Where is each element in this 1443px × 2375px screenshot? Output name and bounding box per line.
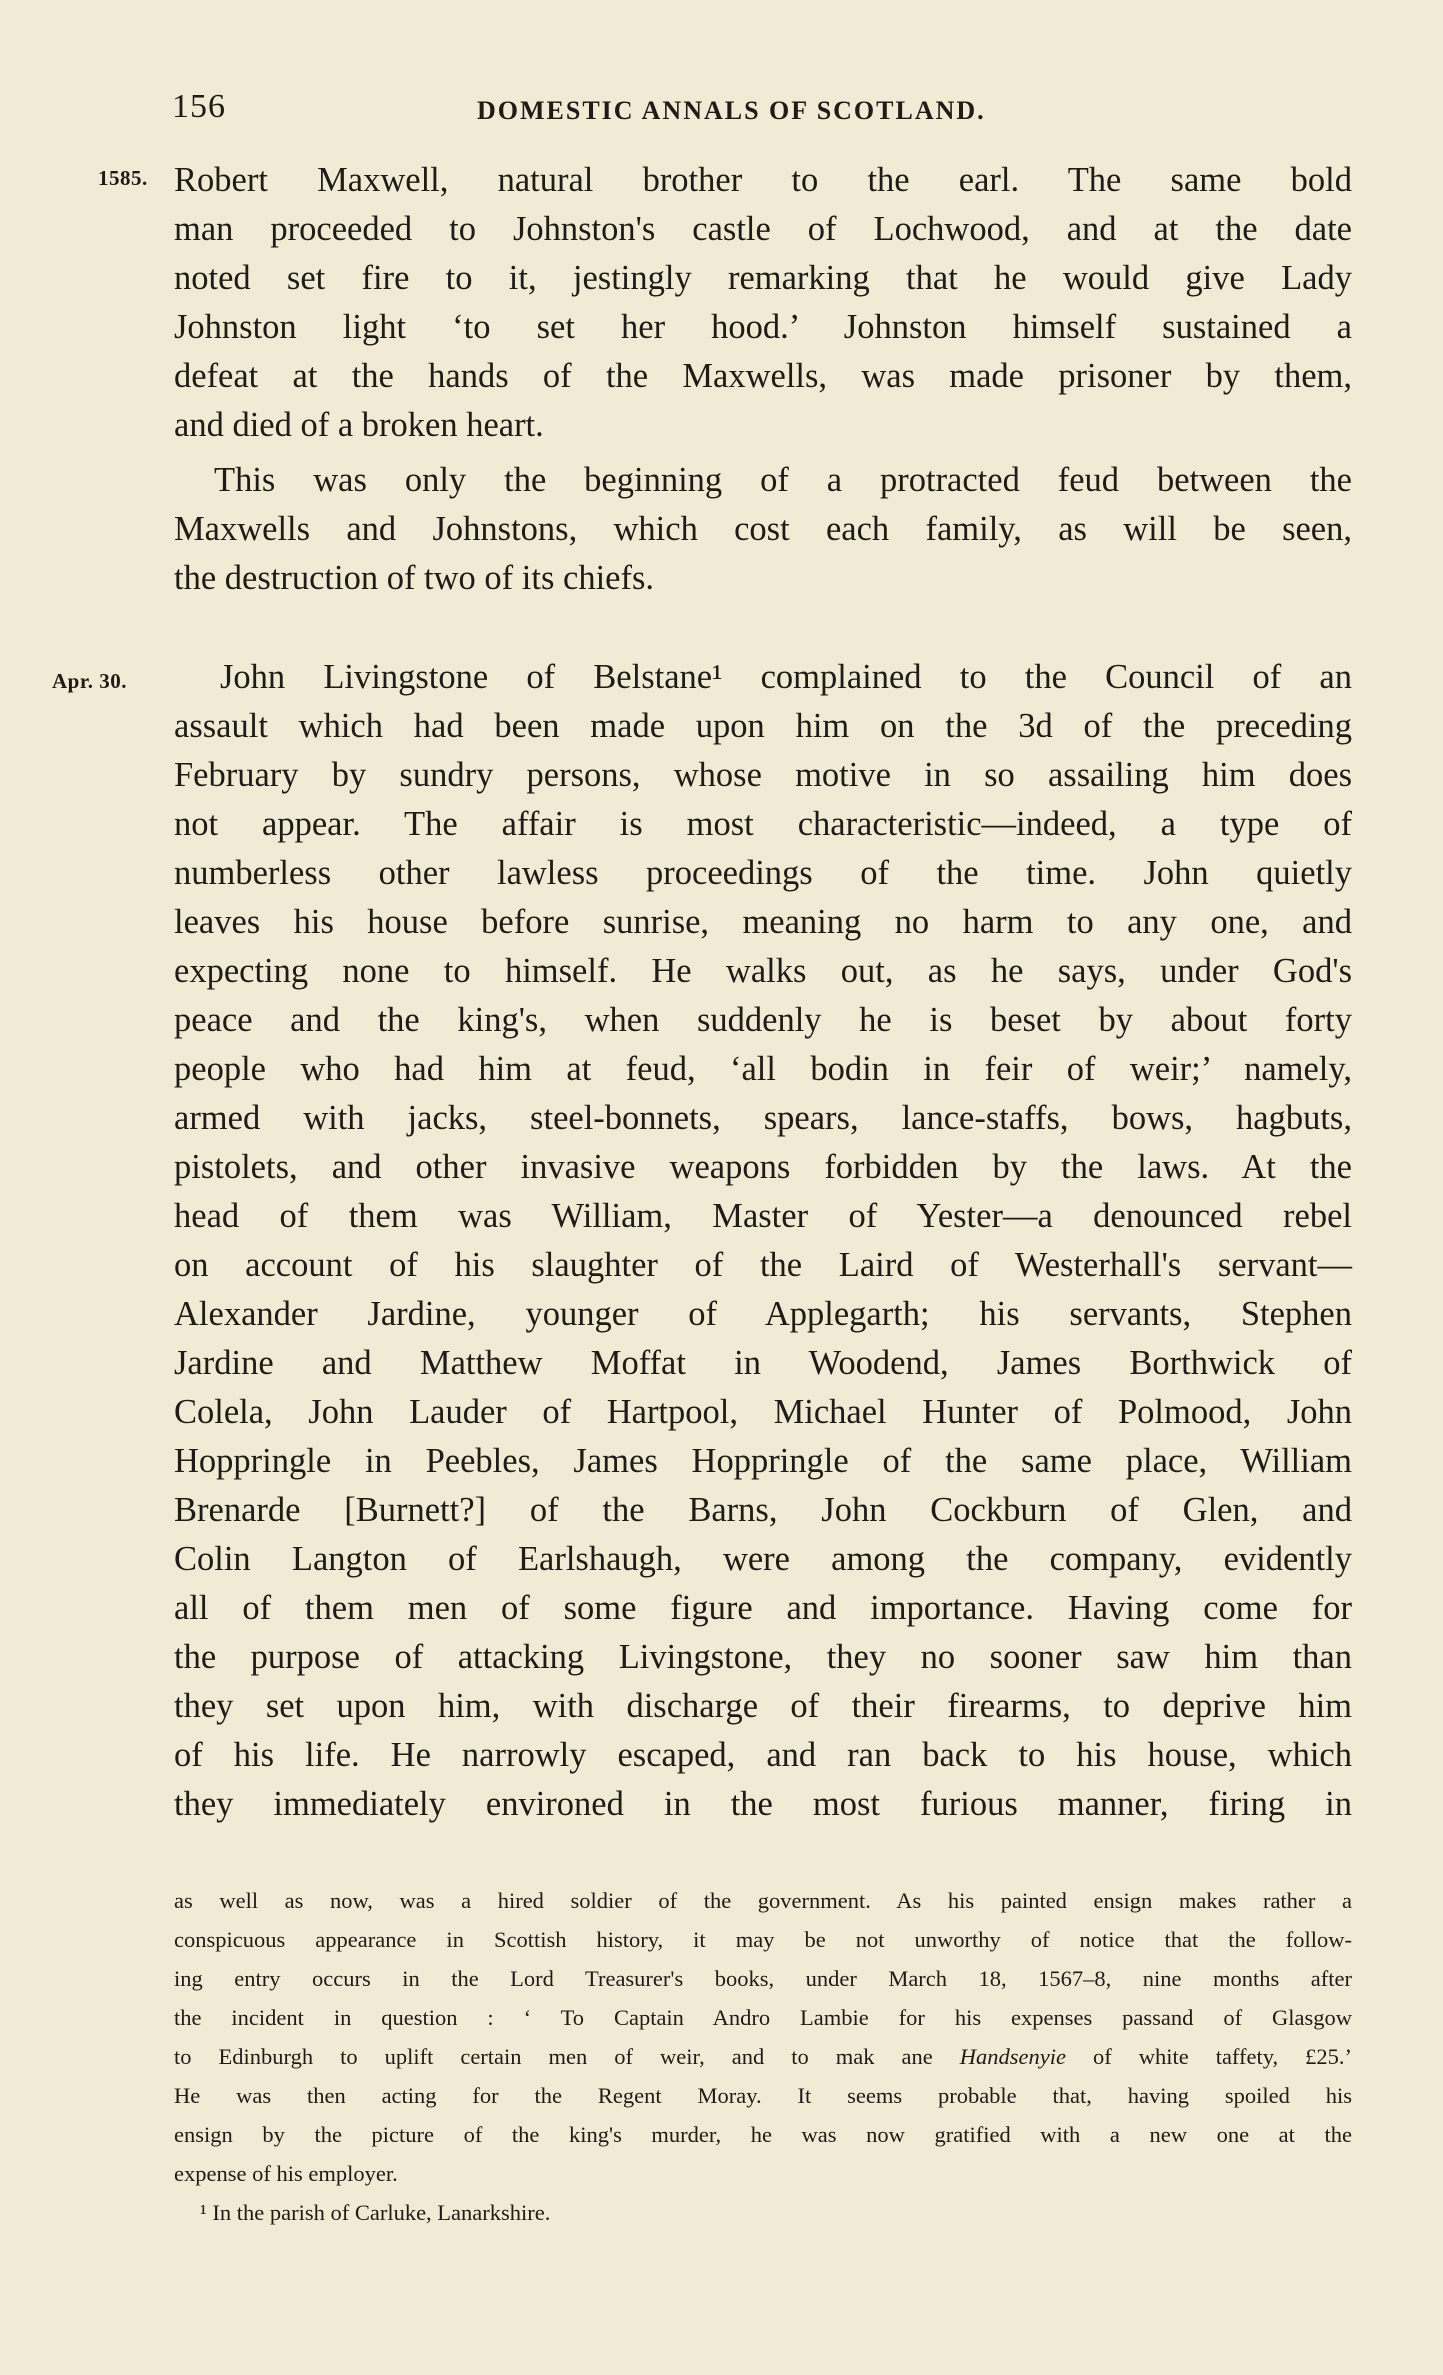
footnote-line: the incident in question : ‘ To Captain Andro Lambie for his expenses passand of Glasgow [174, 2005, 1352, 2030]
footnote-line: expense of his employer. [174, 2161, 398, 2186]
margin-year: 1585. [98, 166, 148, 190]
text-line: Robert Maxwell, natural brother to the earl. The same bold [174, 161, 1352, 199]
footnote-line: ing entry occurs in the Lord Treasurer's books, under March 18, 1567–8, nine months after [174, 1966, 1352, 1991]
footnote-line [174, 2037, 1352, 2076]
footnote-line: as well as now, was a hired soldier of the government. As his painted ensign makes rather a [174, 1888, 1352, 1913]
text-line: of his life. He narrowly escaped, and ran back to his house, which [174, 1736, 1352, 1774]
text-line: Brenarde [Burnett?] of the Barns, John Cockburn of Glen, and [174, 1491, 1352, 1529]
text-line: armed with jacks, steel-bonnets, spears, lance-staffs, bows, hagbuts, [174, 1099, 1352, 1137]
text-line: and died of a broken heart. [174, 406, 544, 444]
text-line: they set upon him, with discharge of their firearms, to deprive him [174, 1687, 1352, 1725]
text-line: numberless other lawless proceedings of the time. John quietly [174, 854, 1352, 892]
text-line: leaves his house before sunrise, meaning no harm to any one, and [174, 903, 1352, 941]
footnote-line: conspicuous appearance in Scottish history, it may be not unworthy of notice that the follow- [174, 1927, 1352, 1952]
text-line: the purpose of attacking Livingstone, they no sooner saw him than [174, 1638, 1352, 1676]
text-line: Maxwells and Johnstons, which cost each family, as will be seen, [174, 510, 1352, 548]
footnote-line: He was then acting for the Regent Moray. It seems probable that, having spoiled his [174, 2083, 1352, 2108]
text-line: head of them was William, Master of Yester—a denounced rebel [174, 1197, 1352, 1235]
text-line: man proceeded to Johnston's castle of Lochwood, and at the date [174, 210, 1352, 248]
text-line: people who had him at feud, ‘all bodin in feir of weir;’ namely, [174, 1050, 1352, 1088]
text-line: This was only the beginning of a protracted feud between the [214, 461, 1352, 499]
text-line: expecting none to himself. He walks out, as he says, under God's [174, 952, 1352, 990]
footnote-1: ¹ In the parish of Carluke, Lanarkshire. [200, 2200, 551, 2225]
page-number: 156 [172, 88, 226, 125]
footnote-line: ensign by the picture of the king's murder, he was now gratified with a new one at the [174, 2122, 1352, 2147]
footnote-italic-term: Handsenyie [959, 2044, 1066, 2069]
text-line: Hoppringle in Peebles, James Hoppringle of the same place, William [174, 1442, 1352, 1480]
footnote-text: to Edinburgh to uplift certain men of weir, and to mak ane [174, 2044, 933, 2069]
text-line: the destruction of two of its chiefs. [174, 559, 655, 597]
text-line: they immediately environed in the most furious manner, firing in [174, 1785, 1352, 1823]
text-line: February by sundry persons, whose motive in so assailing him does [174, 756, 1352, 794]
text-line: Alexander Jardine, younger of Applegarth; his servants, Stephen [174, 1295, 1352, 1333]
running-head: DOMESTIC ANNALS OF SCOTLAND. [477, 96, 986, 125]
text-line: assault which had been made upon him on the 3d of the preceding [174, 707, 1352, 745]
text-line: all of them men of some figure and importance. Having come for [174, 1589, 1352, 1627]
text-line: on account of his slaughter of the Laird of Westerhall's servant— [174, 1246, 1352, 1284]
footnote-text: of white taffety, £25.’ [1092, 2044, 1353, 2069]
text-line: Jardine and Matthew Moffat in Woodend, James Borthwick of [174, 1344, 1352, 1382]
text-line: not appear. The affair is most characteristic—indeed, a type of [174, 805, 1352, 843]
text-line: pistolets, and other invasive weapons forbidden by the laws. At the [174, 1148, 1352, 1186]
text-line: John Livingstone of Belstane¹ complained to the Council of an [220, 658, 1352, 696]
text-line: Colin Langton of Earlshaugh, were among the company, evidently [174, 1540, 1352, 1578]
text-line: defeat at the hands of the Maxwells, was made prisoner by them, [174, 357, 1352, 395]
page-header [172, 88, 1352, 138]
text-line: Colela, John Lauder of Hartpool, Michael Hunter of Polmood, John [174, 1393, 1352, 1431]
text-line: noted set fire to it, jestingly remarking that he would give Lady [174, 259, 1352, 297]
text-line: Johnston light ‘to set her hood.’ Johnston himself sustained a [174, 308, 1352, 346]
text-line: peace and the king's, when suddenly he is beset by about forty [174, 1001, 1352, 1039]
margin-date: Apr. 30. [52, 669, 127, 693]
